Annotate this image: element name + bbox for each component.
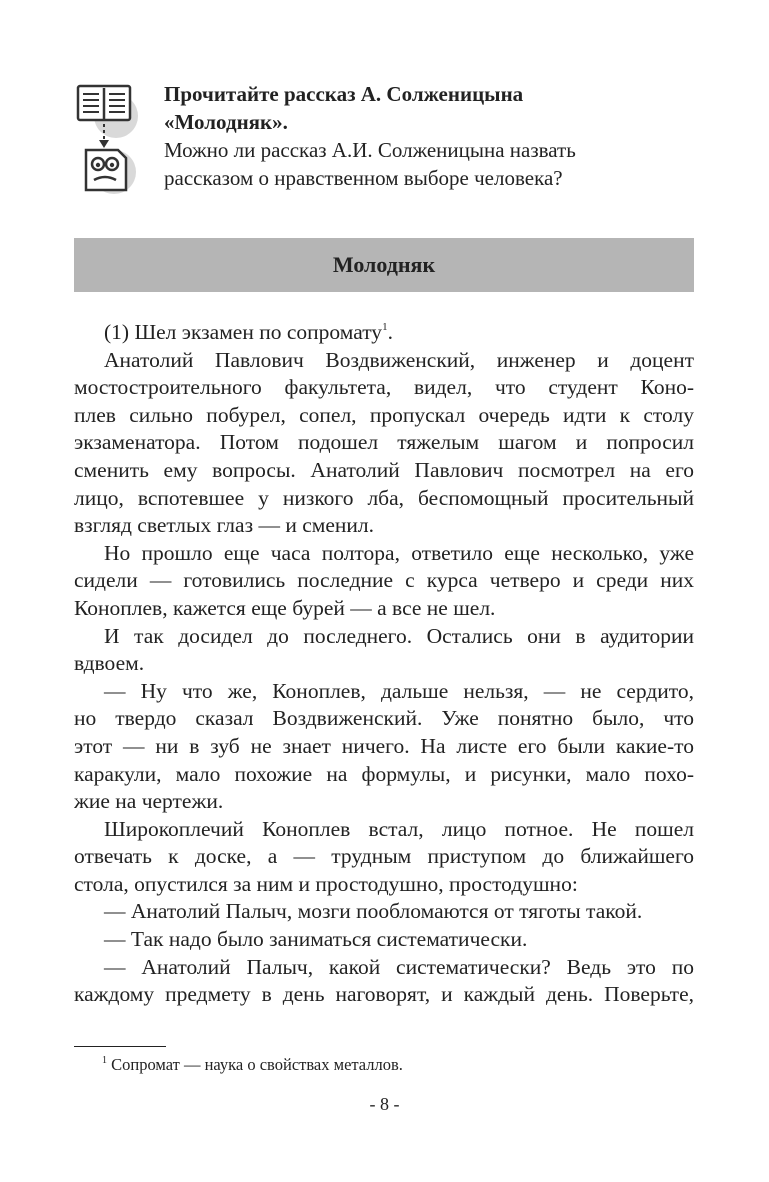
story-line: отвечать к доске, а — трудным приступом до ближайшего: [74, 844, 694, 869]
task-title-line-1: Прочитайте рассказ А. Солженицына: [164, 82, 524, 106]
task-question-line-1: Можно ли рассказ А.И. Солженицына назвать: [164, 138, 576, 162]
story-line: сидели — готовились последние с курса четверо и среди них: [74, 568, 694, 593]
story-line: сменить ему вопросы. Анатолий Павлович посмотрел на его: [74, 457, 694, 482]
story-line: жие на чертежи.: [74, 789, 224, 814]
footnote-text: Сопромат — наука о свойствах металлов.: [107, 1055, 403, 1074]
story-line: лицо, вспотевшее у низкого лба, беспомощный просительный: [74, 485, 694, 510]
story-line: экзаменатора. Потом подошел тяжелым шагом и попросил: [74, 430, 694, 455]
story-line: — Так надо было заниматься систематически.: [104, 927, 528, 952]
footnote: [102, 1053, 403, 1077]
book-icon: [78, 86, 138, 138]
story-line: каракули, мало похожие на формулы, и рисунки, мало похо-: [74, 761, 694, 786]
task-question-line-2: рассказом о нравственном выборе человека?: [164, 166, 563, 190]
story-line: (1) Шел экзамен по сопромату$^1$.: [104, 320, 393, 344]
story-line: но твердо сказал Воздвиженский. Уже понятно было, что: [74, 706, 694, 731]
thinking-face-icon: [86, 150, 136, 194]
story-line: мостостроительного факультета, видел, что студент Коно-: [74, 375, 694, 400]
task-title-line-2: «Молодняк».: [164, 110, 288, 134]
page-number: - 8 -: [369, 1094, 400, 1114]
story-line: вдвоем.: [74, 651, 145, 676]
footnote-ref: 1: [382, 321, 388, 333]
story-line: Коноплев, кажется еще бурей — а все не шел.: [74, 595, 496, 620]
story-line: — Анатолий Палыч, мозги пообломаются от тяготы такой.: [104, 899, 643, 924]
footnote-divider: [74, 1046, 166, 1047]
story-line: Широкоплечий Коноплев встал, лицо потное. Не пошел: [104, 816, 694, 841]
task-icons: [74, 80, 138, 200]
story-line: стола, опустился за ним и простодушно, простодушно:: [74, 871, 578, 896]
story-line: И так досидел до последнего. Остались они в аудитории: [104, 623, 694, 648]
story-line: Анатолий Павлович Воздвиженский, инженер и доцент: [104, 347, 694, 372]
task-text: [164, 80, 724, 192]
story-line: Но прошло еще часа полтора, ответило еще несколько, уже: [104, 540, 694, 565]
story-line: каждому предмету в день наговорят, и каждый день. Поверьте,: [74, 982, 694, 1007]
story-text: [74, 319, 694, 1009]
story-line: взгляд светлых глаз — и сменил.: [74, 513, 375, 538]
footnote-marker: 1: [102, 1055, 107, 1066]
story-title: Молодняк: [74, 238, 694, 292]
story-line: — Анатолий Палыч, какой систематически? Ведь это по: [104, 954, 694, 979]
story-line: плев сильно побурел, сопел, пропускал очередь идти к столу: [74, 402, 694, 427]
story-line: этот — ни в зуб не знает ничего. На листе его были какие-то: [74, 733, 694, 758]
story-line: — Ну что же, Коноплев, дальше нельзя, — не сердито,: [104, 678, 694, 703]
